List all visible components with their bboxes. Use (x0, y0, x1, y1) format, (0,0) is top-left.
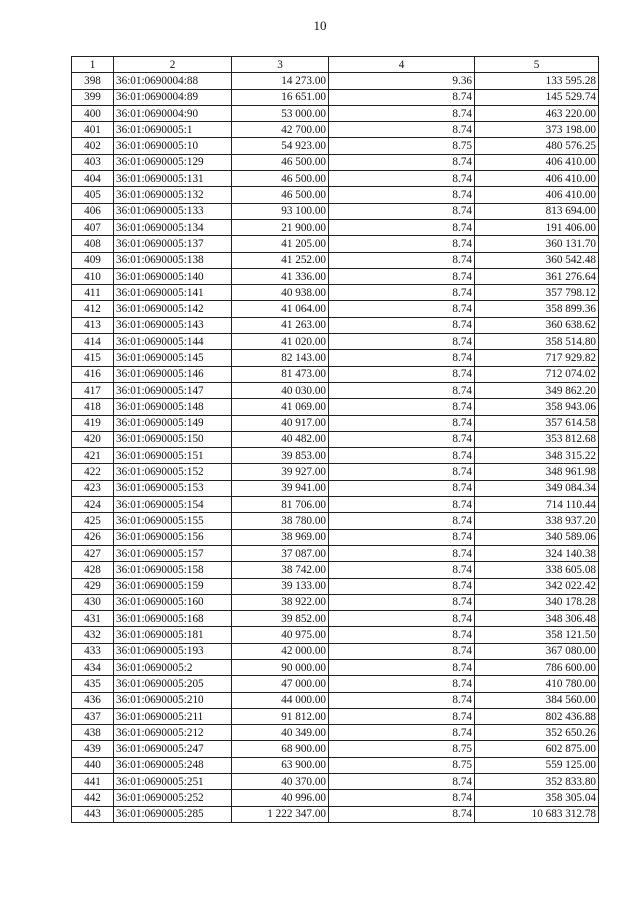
row-number-cell: 398 (72, 73, 114, 89)
rate-cell: 8.74 (329, 627, 475, 643)
value-cell: 463 220.00 (475, 105, 599, 121)
value-cell: 602 875.00 (475, 741, 599, 757)
row-number-cell: 416 (72, 366, 114, 382)
rate-cell: 8.74 (329, 725, 475, 741)
area-cell: 63 900.00 (232, 757, 329, 773)
cadastral-number-cell: 36:01:0690005:160 (114, 594, 232, 610)
area-cell: 39 941.00 (232, 480, 329, 496)
row-number-cell: 435 (72, 676, 114, 692)
data-table (71, 56, 599, 823)
value-cell: 360 638.62 (475, 317, 599, 333)
cadastral-number-cell: 36:01:0690005:211 (114, 708, 232, 724)
rate-cell: 8.74 (329, 513, 475, 529)
rate-cell: 8.74 (329, 236, 475, 252)
area-cell: 41 336.00 (232, 268, 329, 284)
rate-cell: 8.74 (329, 89, 475, 105)
rate-cell: 8.74 (329, 187, 475, 203)
row-number-cell: 402 (72, 138, 114, 154)
cadastral-number-cell: 36:01:0690005:141 (114, 285, 232, 301)
rate-cell: 8.74 (329, 774, 475, 790)
rate-cell: 8.74 (329, 464, 475, 480)
row-number-cell: 434 (72, 659, 114, 675)
area-cell: 39 853.00 (232, 448, 329, 464)
area-cell: 41 069.00 (232, 399, 329, 415)
value-cell: 714 110.44 (475, 497, 599, 513)
rate-cell: 8.74 (329, 578, 475, 594)
row-number-cell: 438 (72, 725, 114, 741)
table-row (72, 73, 599, 89)
cadastral-number-cell: 36:01:0690005:142 (114, 301, 232, 317)
cadastral-number-cell: 36:01:0690005:138 (114, 252, 232, 268)
cadastral-number-cell: 36:01:0690005:134 (114, 219, 232, 235)
table-row (72, 692, 599, 708)
row-number-cell: 407 (72, 219, 114, 235)
rate-cell: 8.74 (329, 659, 475, 675)
rate-cell: 8.74 (329, 219, 475, 235)
rate-cell: 8.74 (329, 529, 475, 545)
rate-cell: 8.74 (329, 154, 475, 170)
cadastral-number-cell: 36:01:0690005:181 (114, 627, 232, 643)
rate-cell: 8.74 (329, 105, 475, 121)
value-cell: 786 600.00 (475, 659, 599, 675)
area-cell: 40 938.00 (232, 285, 329, 301)
table-body (72, 73, 599, 823)
column-header: 4 (329, 57, 475, 73)
table-row (72, 545, 599, 561)
table-row (72, 203, 599, 219)
table-row (72, 154, 599, 170)
rate-cell: 8.74 (329, 562, 475, 578)
area-cell: 39 927.00 (232, 464, 329, 480)
row-number-cell: 409 (72, 252, 114, 268)
row-number-cell: 411 (72, 285, 114, 301)
table-row (72, 366, 599, 382)
value-cell: 358 514.80 (475, 334, 599, 350)
table-row (72, 562, 599, 578)
area-cell: 14 273.00 (232, 73, 329, 89)
value-cell: 352 833.80 (475, 774, 599, 790)
cadastral-number-cell: 36:01:0690005:145 (114, 350, 232, 366)
row-number-cell: 439 (72, 741, 114, 757)
value-cell: 802 436.88 (475, 708, 599, 724)
row-number-cell: 419 (72, 415, 114, 431)
cadastral-number-cell: 36:01:0690005:154 (114, 497, 232, 513)
cadastral-number-cell: 36:01:0690005:157 (114, 545, 232, 561)
cadastral-number-cell: 36:01:0690005:158 (114, 562, 232, 578)
row-number-cell: 412 (72, 301, 114, 317)
row-number-cell: 415 (72, 350, 114, 366)
area-cell: 53 000.00 (232, 105, 329, 121)
cadastral-number-cell: 36:01:0690005:132 (114, 187, 232, 203)
table-row (72, 578, 599, 594)
area-cell: 40 030.00 (232, 382, 329, 398)
area-cell: 38 742.00 (232, 562, 329, 578)
rate-cell: 8.74 (329, 350, 475, 366)
rate-cell: 8.74 (329, 790, 475, 806)
row-number-cell: 404 (72, 171, 114, 187)
value-cell: 358 305.04 (475, 790, 599, 806)
area-cell: 54 923.00 (232, 138, 329, 154)
value-cell: 348 315.22 (475, 448, 599, 464)
rate-cell: 8.74 (329, 268, 475, 284)
rate-cell: 8.74 (329, 285, 475, 301)
rate-cell: 9.36 (329, 73, 475, 89)
area-cell: 40 975.00 (232, 627, 329, 643)
rate-cell: 8.74 (329, 708, 475, 724)
value-cell: 349 084.34 (475, 480, 599, 496)
row-number-cell: 430 (72, 594, 114, 610)
cadastral-number-cell: 36:01:0690005:153 (114, 480, 232, 496)
table-row (72, 757, 599, 773)
rate-cell: 8.74 (329, 676, 475, 692)
value-cell: 406 410.00 (475, 154, 599, 170)
row-number-cell: 441 (72, 774, 114, 790)
table-row (72, 187, 599, 203)
area-cell: 41 252.00 (232, 252, 329, 268)
rate-cell: 8.74 (329, 203, 475, 219)
rate-cell: 8.74 (329, 334, 475, 350)
area-cell: 47 000.00 (232, 676, 329, 692)
value-cell: 717 929.82 (475, 350, 599, 366)
table-row (72, 464, 599, 480)
table-row (72, 236, 599, 252)
table-row (72, 790, 599, 806)
cadastral-number-cell: 36:01:0690004:89 (114, 89, 232, 105)
value-cell: 384 560.00 (475, 692, 599, 708)
area-cell: 38 780.00 (232, 513, 329, 529)
cadastral-number-cell: 36:01:0690005:140 (114, 268, 232, 284)
value-cell: 348 306.48 (475, 611, 599, 627)
rate-cell: 8.74 (329, 806, 475, 822)
row-number-cell: 421 (72, 448, 114, 464)
cadastral-number-cell: 36:01:0690005:205 (114, 676, 232, 692)
cadastral-number-cell: 36:01:0690005:137 (114, 236, 232, 252)
table-row (72, 513, 599, 529)
area-cell: 40 370.00 (232, 774, 329, 790)
table-row (72, 741, 599, 757)
rate-cell: 8.74 (329, 611, 475, 627)
row-number-cell: 442 (72, 790, 114, 806)
row-number-cell: 436 (72, 692, 114, 708)
row-number-cell: 400 (72, 105, 114, 121)
cadastral-number-cell: 36:01:0690005:285 (114, 806, 232, 822)
area-cell: 82 143.00 (232, 350, 329, 366)
value-cell: 360 542.48 (475, 252, 599, 268)
row-number-cell: 406 (72, 203, 114, 219)
value-cell: 338 605.08 (475, 562, 599, 578)
cadastral-number-cell: 36:01:0690004:90 (114, 105, 232, 121)
value-cell: 813 694.00 (475, 203, 599, 219)
value-cell: 358 121.50 (475, 627, 599, 643)
table-row (72, 529, 599, 545)
rate-cell: 8.74 (329, 692, 475, 708)
table-row (72, 268, 599, 284)
cadastral-number-cell: 36:01:0690005:193 (114, 643, 232, 659)
table-row (72, 382, 599, 398)
value-cell: 559 125.00 (475, 757, 599, 773)
cadastral-number-cell: 36:01:0690005:149 (114, 415, 232, 431)
rate-cell: 8.74 (329, 594, 475, 610)
table-row (72, 480, 599, 496)
cadastral-number-cell: 36:01:0690005:143 (114, 317, 232, 333)
row-number-cell: 403 (72, 154, 114, 170)
cadastral-number-cell: 36:01:0690005:150 (114, 431, 232, 447)
value-cell: 406 410.00 (475, 187, 599, 203)
row-number-cell: 425 (72, 513, 114, 529)
cadastral-number-cell: 36:01:0690005:152 (114, 464, 232, 480)
value-cell: 357 798.12 (475, 285, 599, 301)
table-row (72, 317, 599, 333)
cadastral-number-cell: 36:01:0690005:252 (114, 790, 232, 806)
value-cell: 324 140.38 (475, 545, 599, 561)
value-cell: 348 961.98 (475, 464, 599, 480)
value-cell: 712 074.02 (475, 366, 599, 382)
row-number-cell: 432 (72, 627, 114, 643)
rate-cell: 8.74 (329, 448, 475, 464)
area-cell: 46 500.00 (232, 187, 329, 203)
rate-cell: 8.74 (329, 122, 475, 138)
area-cell: 42 700.00 (232, 122, 329, 138)
area-cell: 39 133.00 (232, 578, 329, 594)
cadastral-number-cell: 36:01:0690005:146 (114, 366, 232, 382)
cadastral-number-cell: 36:01:0690005:159 (114, 578, 232, 594)
area-cell: 40 917.00 (232, 415, 329, 431)
value-cell: 353 812.68 (475, 431, 599, 447)
table-row (72, 725, 599, 741)
table-row (72, 643, 599, 659)
table-row (72, 806, 599, 822)
rate-cell: 8.74 (329, 301, 475, 317)
cadastral-number-cell: 36:01:0690005:251 (114, 774, 232, 790)
cadastral-number-cell: 36:01:0690005:147 (114, 382, 232, 398)
area-cell: 93 100.00 (232, 203, 329, 219)
cadastral-number-cell: 36:01:0690005:155 (114, 513, 232, 529)
table-row (72, 105, 599, 121)
row-number-cell: 428 (72, 562, 114, 578)
row-number-cell: 410 (72, 268, 114, 284)
cadastral-number-cell: 36:01:0690005:144 (114, 334, 232, 350)
rate-cell: 8.74 (329, 643, 475, 659)
row-number-cell: 413 (72, 317, 114, 333)
cadastral-number-cell: 36:01:0690005:133 (114, 203, 232, 219)
area-cell: 41 020.00 (232, 334, 329, 350)
value-cell: 340 178.28 (475, 594, 599, 610)
area-cell: 39 852.00 (232, 611, 329, 627)
value-cell: 360 131.70 (475, 236, 599, 252)
row-number-cell: 443 (72, 806, 114, 822)
cadastral-number-cell: 36:01:0690005:2 (114, 659, 232, 675)
value-cell: 133 595.28 (475, 73, 599, 89)
rate-cell: 8.74 (329, 382, 475, 398)
value-cell: 373 198.00 (475, 122, 599, 138)
table-row (72, 415, 599, 431)
rate-cell: 8.74 (329, 366, 475, 382)
value-cell: 349 862.20 (475, 382, 599, 398)
rate-cell: 8.74 (329, 545, 475, 561)
row-number-cell: 440 (72, 757, 114, 773)
cadastral-number-cell: 36:01:0690005:156 (114, 529, 232, 545)
table-row (72, 399, 599, 415)
rate-cell: 8.74 (329, 415, 475, 431)
area-cell: 40 996.00 (232, 790, 329, 806)
table-row (72, 708, 599, 724)
area-cell: 1 222 347.00 (232, 806, 329, 822)
row-number-cell: 399 (72, 89, 114, 105)
rate-cell: 8.75 (329, 138, 475, 154)
cadastral-number-cell: 36:01:0690005:247 (114, 741, 232, 757)
row-number-cell: 420 (72, 431, 114, 447)
row-number-cell: 418 (72, 399, 114, 415)
table-row (72, 350, 599, 366)
table-row (72, 285, 599, 301)
rate-cell: 8.75 (329, 757, 475, 773)
row-number-cell: 431 (72, 611, 114, 627)
table-row (72, 252, 599, 268)
area-cell: 46 500.00 (232, 154, 329, 170)
row-number-cell: 433 (72, 643, 114, 659)
cadastral-number-cell: 36:01:0690005:1 (114, 122, 232, 138)
row-number-cell: 437 (72, 708, 114, 724)
row-number-cell: 414 (72, 334, 114, 350)
table-header-row (72, 57, 599, 73)
area-cell: 37 087.00 (232, 545, 329, 561)
column-header: 3 (232, 57, 329, 73)
table-row (72, 138, 599, 154)
value-cell: 406 410.00 (475, 171, 599, 187)
table-row (72, 122, 599, 138)
value-cell: 480 576.25 (475, 138, 599, 154)
value-cell: 367 080.00 (475, 643, 599, 659)
rate-cell: 8.74 (329, 497, 475, 513)
table-row (72, 219, 599, 235)
area-cell: 81 706.00 (232, 497, 329, 513)
rate-cell: 8.74 (329, 399, 475, 415)
area-cell: 41 064.00 (232, 301, 329, 317)
row-number-cell: 405 (72, 187, 114, 203)
value-cell: 145 529.74 (475, 89, 599, 105)
rate-cell: 8.74 (329, 317, 475, 333)
row-number-cell: 417 (72, 382, 114, 398)
cadastral-number-cell: 36:01:0690004:88 (114, 73, 232, 89)
area-cell: 91 812.00 (232, 708, 329, 724)
row-number-cell: 401 (72, 122, 114, 138)
column-header: 5 (475, 57, 599, 73)
cadastral-number-cell: 36:01:0690005:129 (114, 154, 232, 170)
row-number-cell: 429 (72, 578, 114, 594)
area-cell: 44 000.00 (232, 692, 329, 708)
table-row (72, 334, 599, 350)
cadastral-number-cell: 36:01:0690005:212 (114, 725, 232, 741)
row-number-cell: 408 (72, 236, 114, 252)
area-cell: 16 651.00 (232, 89, 329, 105)
page-number: 10 (313, 18, 327, 33)
cadastral-number-cell: 36:01:0690005:168 (114, 611, 232, 627)
rate-cell: 8.74 (329, 171, 475, 187)
table-row (72, 497, 599, 513)
cadastral-number-cell: 36:01:0690005:210 (114, 692, 232, 708)
rate-cell: 8.74 (329, 252, 475, 268)
cadastral-number-cell: 36:01:0690005:10 (114, 138, 232, 154)
table-row (72, 448, 599, 464)
area-cell: 41 263.00 (232, 317, 329, 333)
row-number-cell: 424 (72, 497, 114, 513)
table-row (72, 171, 599, 187)
area-cell: 21 900.00 (232, 219, 329, 235)
cadastral-number-cell: 36:01:0690005:151 (114, 448, 232, 464)
value-cell: 352 650.26 (475, 725, 599, 741)
column-header: 1 (72, 57, 114, 73)
table-row (72, 301, 599, 317)
table-row (72, 676, 599, 692)
rate-cell: 8.74 (329, 480, 475, 496)
value-cell: 191 406.00 (475, 219, 599, 235)
area-cell: 68 900.00 (232, 741, 329, 757)
row-number-cell: 426 (72, 529, 114, 545)
area-cell: 46 500.00 (232, 171, 329, 187)
area-cell: 40 349.00 (232, 725, 329, 741)
value-cell: 410 780.00 (475, 676, 599, 692)
table-row (72, 659, 599, 675)
table-row (72, 611, 599, 627)
table-row (72, 774, 599, 790)
table-row (72, 89, 599, 105)
cadastral-number-cell: 36:01:0690005:131 (114, 171, 232, 187)
value-cell: 338 937.20 (475, 513, 599, 529)
area-cell: 90 000.00 (232, 659, 329, 675)
row-number-cell: 427 (72, 545, 114, 561)
area-cell: 41 205.00 (232, 236, 329, 252)
value-cell: 342 022.42 (475, 578, 599, 594)
row-number-cell: 422 (72, 464, 114, 480)
value-cell: 357 614.58 (475, 415, 599, 431)
area-cell: 38 969.00 (232, 529, 329, 545)
area-cell: 40 482.00 (232, 431, 329, 447)
cadastral-number-cell: 36:01:0690005:148 (114, 399, 232, 415)
area-cell: 38 922.00 (232, 594, 329, 610)
value-cell: 10 683 312.78 (475, 806, 599, 822)
rate-cell: 8.74 (329, 431, 475, 447)
value-cell: 358 943.06 (475, 399, 599, 415)
value-cell: 361 276.64 (475, 268, 599, 284)
area-cell: 81 473.00 (232, 366, 329, 382)
row-number-cell: 423 (72, 480, 114, 496)
value-cell: 358 899.36 (475, 301, 599, 317)
column-header: 2 (114, 57, 232, 73)
area-cell: 42 000.00 (232, 643, 329, 659)
cadastral-number-cell: 36:01:0690005:248 (114, 757, 232, 773)
value-cell: 340 589.06 (475, 529, 599, 545)
table-row (72, 627, 599, 643)
table-row (72, 431, 599, 447)
table-row (72, 594, 599, 610)
rate-cell: 8.75 (329, 741, 475, 757)
